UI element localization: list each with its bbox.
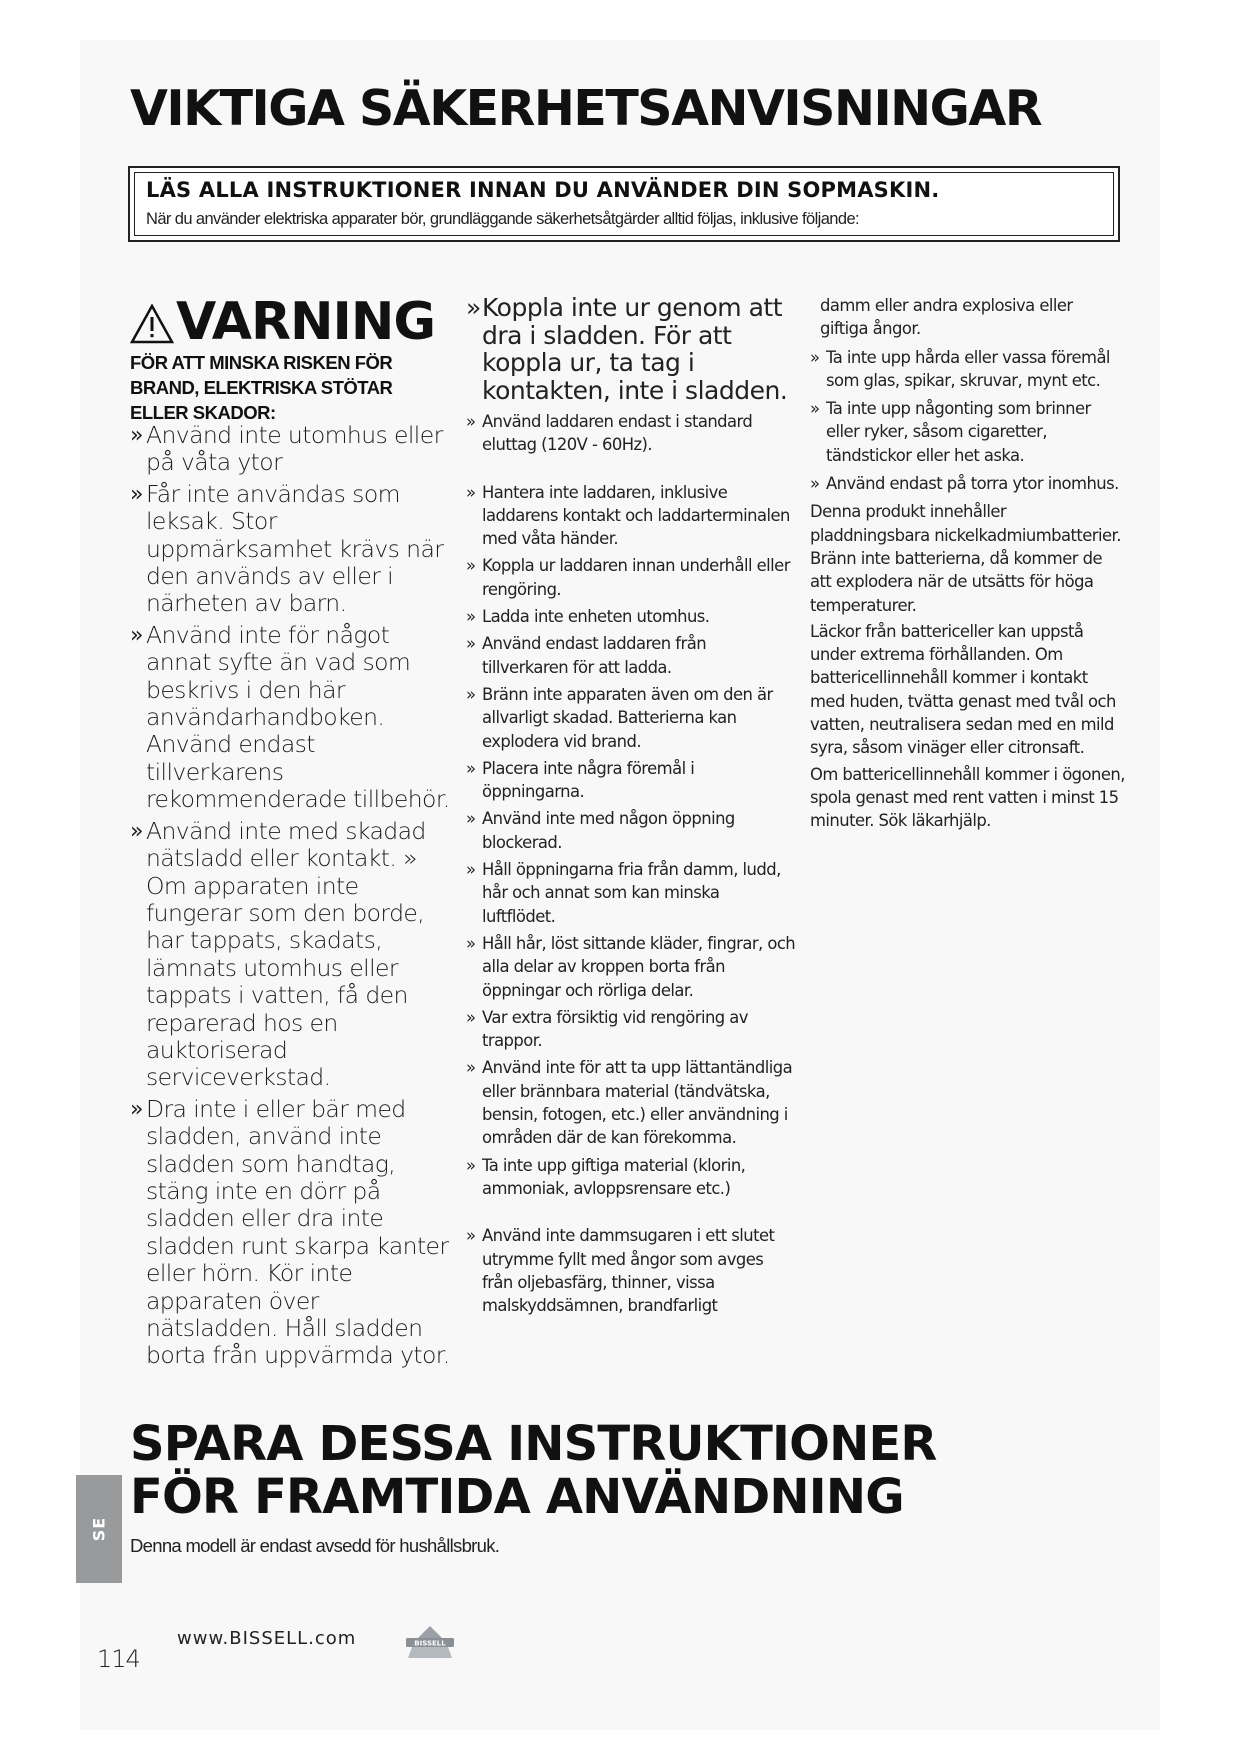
bullet: » [810, 474, 820, 494]
list-item-text: Får inte användas som leksak. Stor uppmärksamhet krävs när den används av eller i närheten av barn. [146, 479, 444, 618]
page-number: 114 [97, 1645, 140, 1673]
list-item [130, 622, 450, 814]
bullet: » [466, 1058, 476, 1078]
list-item-text: Använd inte för något annat syfte än vad som beskrivs i den här användarhandboken. Använd endast tillverkarens rekommenderade tillbehör. [146, 620, 450, 814]
list-item [130, 1096, 450, 1370]
language-tab [76, 1475, 122, 1583]
list-item [810, 472, 1125, 495]
warning-triangle-icon [130, 304, 174, 344]
list-item-text: Använd inte med skadad nätsladd eller kontakt. » Om apparaten inte fungerar som den borde, har tappats, skadats, lämnats utomhus eller tappats i vatten, få den reparerad hos en auktoriserad serviceverkstad. [146, 816, 426, 1092]
bullet: » [810, 347, 820, 367]
list-item-text: Använd inte för att ta upp lättantändliga eller brännbara material (tändvätska, bensin, fotogen, etc.) eller användning i områden där de kan förekomma. [482, 1058, 793, 1148]
list-item-text: Håll hår, löst sittande kläder, fingrar, och alla delar av kroppen borta från öppningar och rörliga delar. [482, 933, 796, 1000]
bullet: » [130, 423, 143, 448]
column-3 [810, 294, 1125, 836]
warning-title-row [130, 292, 450, 352]
list-item-continuation: damm eller andra explosiva eller giftiga ångor. [820, 296, 1073, 339]
list-item [466, 807, 796, 854]
bullet: » [466, 860, 476, 880]
list-item [466, 554, 796, 601]
warning-title: VARNING [176, 292, 436, 352]
paragraph: Läckor från battericeller kan uppstå under extrema förhållanden. Om battericellinnehåll kommer i kontakt med huden, tvätta genast med tvål och vatten, neutralisera sedan med en mild syra, såsom vinäger eller citronsaft. [810, 621, 1116, 758]
list-item-text: Ta inte upp giftiga material (klorin, ammoniak, avloppsrensare etc.) [482, 1155, 746, 1198]
list-item [466, 932, 796, 1002]
warning-header [130, 292, 450, 425]
spacer [466, 1204, 796, 1224]
list-item-text: Håll öppningarna fria från damm, ludd, hår och annat som kan minska luftflödet. [482, 860, 781, 926]
bullet: » [130, 622, 143, 648]
bullet: » [466, 1226, 476, 1246]
list-item-text: Bränn inte apparaten även om den är allvarligt skadad. Batterierna kan explodera vid brand. [482, 684, 773, 751]
list-item [466, 1154, 796, 1201]
list-item [466, 410, 796, 457]
list-item-text: Ta inte upp hårda eller vassa föremål som glas, spikar, skruvar, mynt etc. [826, 347, 1110, 390]
bullet: » [466, 684, 476, 704]
list-item [466, 1056, 796, 1149]
read-box-text: När du använder elektriska apparater bör, grundläggande säkerhetsåtgärder alltid följas, inklusive följande: [146, 210, 860, 228]
household-use-note: Denna modell är endast avsedd för hushållsbruk. [130, 1535, 500, 1556]
list-item-text: Använd endast på torra ytor inomhus. [826, 474, 1119, 494]
list-item [466, 757, 796, 804]
list-item [810, 346, 1125, 393]
list-item [130, 818, 450, 1092]
save-instructions-title [130, 1418, 937, 1524]
list-item [466, 632, 796, 679]
list-item [466, 481, 796, 551]
list-item-text: Placera inte några föremål i öppningarna. [482, 758, 695, 802]
bissell-logo-icon [400, 1624, 460, 1660]
list-item [466, 683, 796, 753]
list-item-text: Använd inte med någon öppning blockerad. [482, 809, 735, 852]
page-title: VIKTIGA SÄKERHETSANVISNINGAR [130, 80, 1042, 137]
bullet: » [466, 482, 476, 502]
list-item-text: Använd inte dammsugaren i ett slutet utrymme fyllt med ångor som avges från oljebasfärg, thinner, vissa malskyddsämnen, brandfarligt [482, 1226, 775, 1316]
list-item-text: Var extra försiktig vid rengöring av trappor. [482, 1007, 748, 1051]
bullet: » [130, 481, 143, 507]
list-item-text: Använd endast laddaren från tillverkaren för att ladda. [482, 634, 707, 677]
list-item [810, 397, 1125, 467]
list-item-text: Använd laddaren endast i standard eluttag (120V - 60Hz). [482, 412, 753, 455]
column-1 [130, 422, 450, 1374]
list-item-text: Ladda inte enheten utomhus. [482, 607, 710, 627]
bullet: » [466, 933, 476, 953]
read-box-heading: LÄS ALLA INSTRUKTIONER INNAN DU ANVÄNDER DIN SOPMASKIN. [146, 178, 940, 202]
bullet: » [466, 607, 476, 627]
bullet: » [130, 1096, 143, 1122]
list-item-text: Dra inte i eller bär med sladden, använd inte sladden som handtag, stäng inte en dörr på sladden eller dra inte sladden runt skarpa kanter eller hörn. Kör inte apparaten över nätsladden. Håll sladden borta från uppvärmda ytor. [146, 1094, 450, 1370]
list-item-text: Hantera inte laddaren, inklusive laddarens kontakt och laddarterminalen med våta händer. [482, 482, 790, 549]
bullet: » [466, 809, 476, 829]
spacer [466, 461, 796, 481]
language-code: SE [89, 1516, 109, 1542]
list-item-text: Ta inte upp någonting som brinner eller ryker, såsom cigaretter, tändstickor eller het aska. [826, 399, 1091, 465]
list-item [130, 422, 450, 477]
footer-url: www.BISSELL.com [177, 1628, 357, 1649]
bullet: » [466, 293, 481, 322]
bullet: » [466, 1007, 476, 1027]
bullet: » [466, 758, 476, 778]
list-item [466, 1006, 796, 1053]
list-item-text: Koppla ur laddaren innan underhåll eller rengöring. [482, 556, 790, 599]
bullet: » [466, 556, 476, 576]
warning-subtitle: FÖR ATT MINSKA RISKEN FÖR BRAND, ELEKTRISKA STÖTAR ELLER SKADOR: [130, 352, 393, 423]
bullet: » [466, 634, 476, 654]
list-item [130, 481, 450, 618]
list-item [466, 858, 796, 928]
read-instructions-box [128, 166, 1120, 242]
logo-text: BISSELL [414, 1639, 446, 1648]
bullet: » [466, 412, 476, 431]
list-item [466, 1224, 796, 1317]
column-2 [466, 294, 796, 1321]
list-item [466, 294, 796, 404]
paragraph: Om battericellinnehåll kommer i ögonen, spola genast med rent vatten i minst 15 minuter. Sök läkarhjälp. [810, 764, 1125, 831]
bullet: » [130, 818, 143, 844]
list-item-text: Använd inte utomhus eller på våta ytor [146, 421, 443, 477]
list-item-text: Koppla inte ur genom att dra i sladden. För att koppla ur, ta tag i kontakten, inte i sladden. [482, 293, 788, 405]
bullet: » [466, 1155, 476, 1175]
paragraph: Denna produkt innehåller pladdningsbara nickelkadmiumbatterier. Bränn inte batterierna, då kommer de att explodera när de utsätts för höga temperaturer. [810, 502, 1121, 615]
list-item [466, 605, 796, 628]
save-title-line-2: FÖR FRAMTIDA ANVÄNDNING [130, 1469, 904, 1525]
bullet: » [810, 399, 820, 419]
save-title-line-1: SPARA DESSA INSTRUKTIONER [130, 1416, 937, 1472]
